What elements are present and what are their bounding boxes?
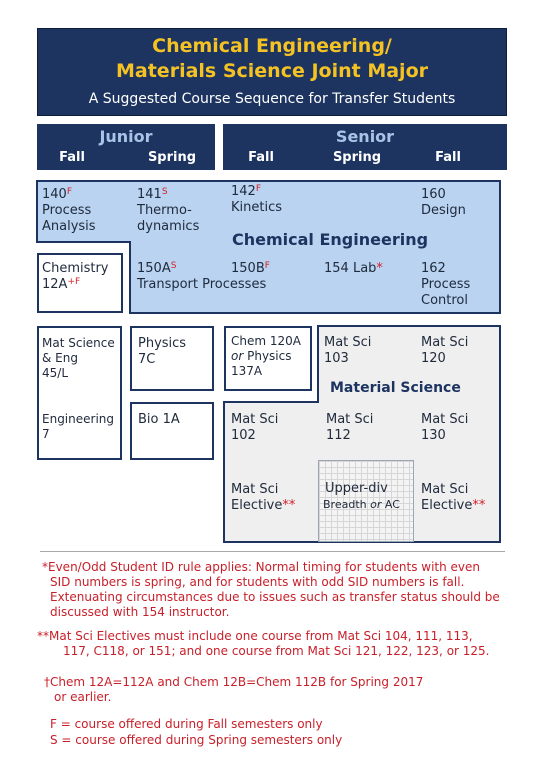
- note-even-odd-rule: *Even/Odd Student ID rule applies: Normal timing for students with even SID numbers is spring, and for students with odd SID numbers is fall. Extenuating circumstances due to issues such as transfer status should be discussed with 154 instructor.: [42, 560, 500, 619]
- junior-spring-label: Spring: [147, 150, 197, 165]
- title-line-2: Materials Science Joint Major: [116, 60, 428, 82]
- junior-label: Junior: [99, 127, 153, 146]
- senior-spring-label: Spring: [332, 150, 382, 165]
- course-matsci-103: Mat Sci 103: [324, 335, 372, 366]
- course-physics-7c: Physics 7C: [130, 326, 214, 391]
- course-150a: $150A^S$: [137, 261, 177, 276]
- course-matsci-elective-1: Mat Sci Elective**: [231, 482, 296, 513]
- course-matsci-45-engineering-7: Mat Science & Eng 45/L Engineering 7: [37, 326, 122, 460]
- note-matsci-electives: **Mat Sci Electives must include one course from Mat Sci 104, 111, 113, 117, C118, or 151; and one course from Mat Sci 121, 122, 123, or 125.: [37, 629, 490, 658]
- title-line-1: Chemical Engineering/: [152, 35, 392, 57]
- course-matsci-elective-2: Mat Sci Elective**: [421, 482, 486, 513]
- junior-fall-label: Fall: [59, 150, 85, 165]
- senior-fall-2-label: Fall: [435, 150, 461, 165]
- course-matsci-112: Mat Sci 112: [326, 412, 374, 443]
- course-140: $140^F$ Process Analysis: [42, 187, 96, 234]
- course-matsci-102: Mat Sci 102: [231, 412, 279, 443]
- course-matsci-130: Mat Sci 130: [421, 412, 469, 443]
- course-chem-120a: Chem 120A or Physics 137A: [224, 326, 312, 391]
- course-160: 160 Design: [421, 187, 466, 218]
- course-150b: $150B^F$: [231, 261, 270, 276]
- transport-processes-label: Transport Processes: [137, 277, 267, 292]
- course-162: 162 Process Control: [421, 261, 471, 308]
- course-upper-div-breadth: Upper-div Breadth or AC: [318, 460, 414, 542]
- matsci-band-label: Material Science: [330, 380, 461, 396]
- note-spring-legend: S = course offered during Spring semesters only: [50, 733, 343, 747]
- course-matsci-120: Mat Sci 120: [421, 335, 469, 366]
- senior-label: Senior: [335, 127, 395, 146]
- course-142: $142^F$ Kinetics: [231, 184, 283, 215]
- note-fall-legend: F = course offered during Fall semesters only: [50, 717, 323, 731]
- senior-fall-label: Fall: [248, 150, 274, 165]
- note-chem-12a: †Chem 12A=112A and Chem 12B=Chem 112B for Spring 2017 or earlier.: [44, 675, 424, 704]
- course-154-lab: 154 Lab*: [324, 261, 383, 276]
- course-141: $141^S$ Thermo- dynamics: [137, 187, 200, 234]
- cheme-band-label: Chemical Engineering: [232, 230, 429, 249]
- course-bio-1a: Bio 1A: [130, 402, 214, 460]
- course-chemistry-12a: Chemistry $12A^{+F}$: [37, 253, 123, 313]
- divider: [40, 551, 505, 552]
- subtitle: A Suggested Course Sequence for Transfer Students: [88, 91, 456, 107]
